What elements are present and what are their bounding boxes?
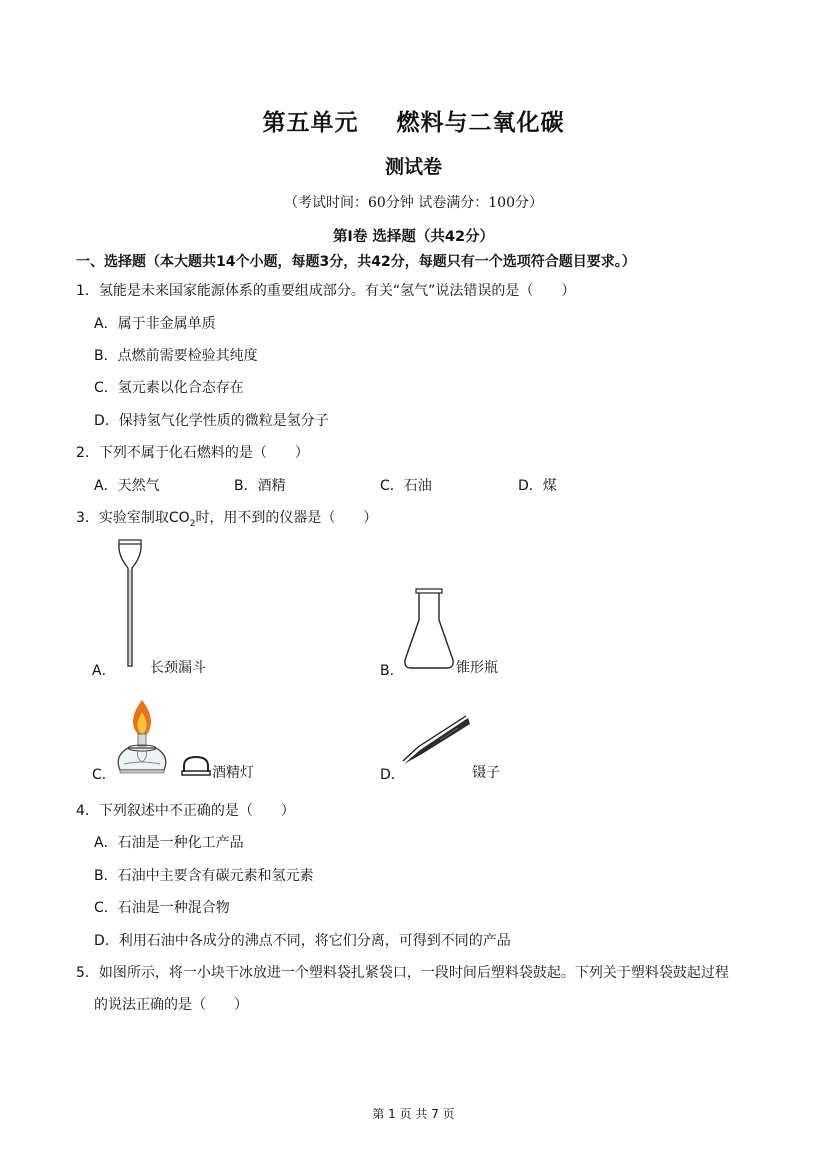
question-3-option-c-letter: C．: [92, 767, 116, 783]
question-2-option-d: D．煤: [518, 478, 557, 494]
unit-number: 第五单元: [262, 109, 359, 136]
question-4-option-c: C．石油是一种混合物: [94, 900, 230, 916]
question-3-option-a-letter: A．: [92, 663, 116, 679]
question-2-option-b: B．酒精: [234, 478, 286, 494]
question-3-stem: 3．实验室制取$CO_2$时，用不到的仪器是（ ）: [76, 510, 378, 529]
question-4-option-d: D．利用石油中各成分的沸点不同，将它们分离，可得到不同的产品: [94, 933, 511, 949]
question-1-option-c: C．氢元素以化合态存在: [94, 380, 244, 396]
question-3-option-d-label: 镊子: [472, 765, 500, 781]
question-4-option-a: A．石油是一种化工产品: [94, 835, 244, 851]
question-3-option-b-label: 锥形瓶: [456, 660, 498, 676]
lamp-cap-icon: [181, 754, 211, 776]
exam-info: （考试时间：60分钟 试卷满分：100分）: [284, 195, 543, 211]
question-1-option-d: D．保持氢气化学性质的微粒是氢分子: [94, 413, 329, 429]
paper-subtitle: 测试卷: [384, 156, 442, 178]
question-3-option-d-letter: D．: [380, 767, 405, 783]
question-2-option-c: C．石油: [380, 478, 432, 494]
tweezers-icon: [400, 714, 472, 766]
question-4-stem: 4．下列叙述中不正确的是（ ）: [76, 803, 295, 819]
question-3-option-b-letter: B．: [380, 663, 404, 679]
page-number: 第 1 页 共 7 页: [372, 1107, 455, 1121]
question-1-option-a: A．属于非金属单质: [94, 316, 216, 332]
unit-name: 燃料与二氧化碳: [396, 109, 565, 136]
question-4-option-b: B．石油中主要含有碳元素和氢元素: [94, 868, 314, 884]
part-title: 第Ⅰ卷 选择题（共42分）: [332, 229, 495, 245]
question-1-option-b: B．点燃前需要检验其纯度: [94, 348, 258, 364]
section-instruction: 一、选择题（本大题共14个小题，每题3分，共42分，每题只有一个选项符合题目要求。）: [76, 254, 636, 270]
question-2-option-a: A．天然气: [94, 478, 160, 494]
alcohol-lamp-icon: [112, 694, 172, 778]
unit-title: [0, 104, 827, 137]
long-neck-funnel-icon: [110, 538, 150, 670]
conical-flask-icon: [402, 588, 456, 672]
question-3-option-c-label: 酒精灯: [212, 765, 254, 781]
question-5-stem-line-1: 5．如图所示，将一小块干冰放进一个塑料袋扎紧袋口，一段时间后塑料袋鼓起。下列关于塑料袋鼓起过程: [76, 965, 729, 981]
question-2-stem: 2．下列不属于化石燃料的是（ ）: [76, 445, 309, 461]
question-1-stem: 1．氢能是未来国家能源体系的重要组成部分。有关“氢气”说法错误的是（ ）: [76, 283, 576, 299]
question-5-stem-line-2: 的说法正确的是（ ）: [94, 997, 248, 1013]
question-3-option-a-label: 长颈漏斗: [150, 660, 206, 676]
